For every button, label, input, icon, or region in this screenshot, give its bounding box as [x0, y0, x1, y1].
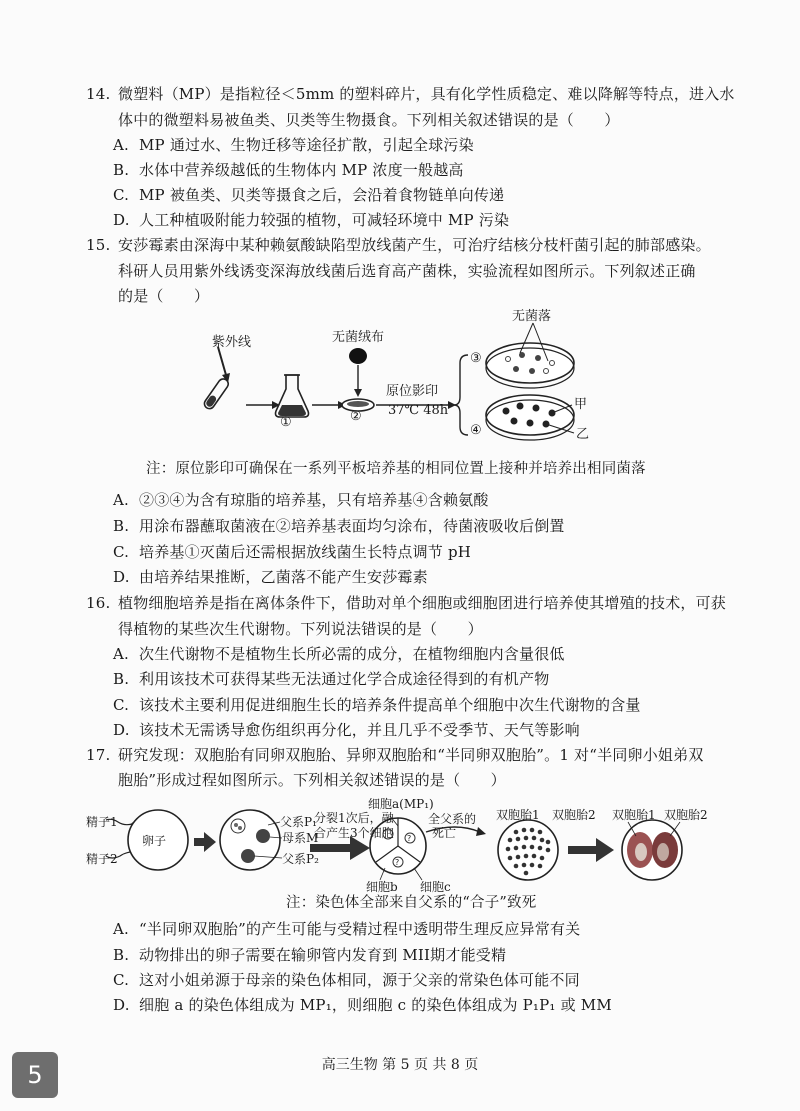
q17-note: 注：染色体全部来自父系的“合子”致死 — [286, 895, 537, 911]
velvet-label: 无菌绒布 — [332, 330, 385, 345]
q14-stem: 14. 微塑料（MP）是指粒径＜5mm 的塑料碎片，具有化学性质稳定、难以降解等特点，进入水 — [86, 85, 735, 103]
arrow-q17-1 — [194, 832, 216, 852]
svg-text:?: ? — [407, 834, 412, 843]
label-4: ④ — [470, 423, 482, 438]
father-p1-label: 父系P₁ — [280, 815, 317, 829]
q14-number: 14. — [86, 85, 111, 103]
q16-option-b: B. 利用该技术可获得某些无法通过化学合成途径得到的有机产物 — [113, 670, 550, 688]
condition-label: 37℃ 48h — [388, 403, 449, 418]
label-yi: 乙 — [576, 427, 590, 442]
egg-label: 卵子 — [142, 834, 167, 848]
cell-c-label: 细胞c — [420, 880, 451, 894]
father-p2-label: 父系P₂ — [282, 852, 319, 866]
q14-option-c: C. MP 被鱼类、贝类等摄食之后，会沿着食物链单向传递 — [113, 186, 505, 204]
q14-stem-cont: 体中的微塑料易被鱼类、贝类等生物摄食。下列相关叙述错误的是（ ） — [118, 111, 620, 129]
q17-number: 17. — [86, 746, 111, 764]
label-2: ② — [350, 409, 362, 424]
cell-b-label: 细胞b — [366, 880, 398, 894]
q17-option-d: D. 细胞 a 的染色体组成为 MP₁，则细胞 c 的染色体组成为 P₁P₁ 或 MM — [113, 996, 612, 1014]
q15-option-b: B. 用涂布器蘸取菌液在②培养基表面均匀涂布，待菌液吸收后倒置 — [113, 517, 565, 535]
plate-4 — [486, 395, 574, 440]
q16-stem: 16. 植物细胞培养是指在离体条件下，借助对单个细胞或细胞团进行培养使其增殖的技术，可获 — [86, 594, 727, 612]
q14-option-b: B. 水体中营养级越低的生物体内 MP 浓度一般越高 — [113, 161, 464, 179]
twin1b-label: 双胞胎1 — [612, 808, 656, 822]
process-label-2: 合产生3个细胞 — [314, 826, 394, 840]
label-3: ③ — [470, 351, 482, 366]
sperm1-label: 精子1 — [86, 815, 118, 829]
q15-stem: 15. 安莎霉素由深海中某种赖氨酸缺陷型放线菌产生，可治疗结核分枝杆菌引起的肺部感染。 — [86, 236, 711, 254]
bracket — [454, 355, 468, 435]
page-number-badge[interactable]: 5 — [12, 1052, 58, 1098]
no-colony-label: 无菌落 — [512, 309, 552, 324]
twin1-label: 双胞胎1 — [496, 808, 540, 822]
q15-number: 15. — [86, 236, 111, 254]
q17-option-a: A. “半同卵双胞胎”的产生可能与受精过程中透明带生理反应异常有关 — [113, 920, 581, 938]
q17-option-c: C. 这对小姐弟源于母亲的染色体相同，源于父亲的常染色体可能不同 — [113, 971, 580, 989]
q15-option-d: D. 由培养结果推断，乙菌落不能产生安莎霉素 — [113, 568, 428, 586]
q17-stem: 17. 研究发现：双胞胎有同卵双胞胎、异卵双胞胎和“半同卵双胞胎”。1 对“半同卵小姐弟双 — [86, 746, 704, 764]
flask-icon — [276, 375, 309, 417]
twin2-label: 双胞胎2 — [552, 808, 596, 822]
q14-option-a: A. MP 通过水、生物迁移等途径扩散，引起全球污染 — [113, 136, 474, 154]
sperm2-label: 精子2 — [86, 852, 118, 866]
velvet-pad — [349, 348, 367, 364]
label-1: ① — [280, 415, 292, 430]
q15-option-a: A. ②③④为含有琼脂的培养基，只有培养基④含赖氨酸 — [113, 491, 489, 509]
uv-label: 紫外线 — [212, 335, 252, 350]
cell-a-label: 细胞a(MP₁) — [368, 797, 434, 811]
arrow-q17-4 — [568, 838, 614, 862]
twin2b-label: 双胞胎2 — [664, 808, 708, 822]
q15-option-c: C. 培养基①灭菌后还需根据放线菌生长特点调节 pH — [113, 543, 472, 561]
q14-option-d: D. 人工种植吸附能力较强的植物，可减轻环境中 MP 污染 — [113, 211, 510, 229]
all-father-label: 全父系的 — [428, 812, 477, 826]
q16-number: 16. — [86, 594, 111, 612]
q16-stem-cont: 得植物的某些次生代谢物。下列说法错误的是（ ） — [118, 620, 483, 638]
replica-label: 原位影印 — [386, 384, 439, 399]
mother-m-label: 母系M — [282, 831, 319, 845]
q15-experiment-figure — [200, 305, 620, 450]
q15-stem-end: 的是（ ） — [118, 287, 210, 305]
page-footer: 高三生物 第 5 页 共 8 页 — [321, 1057, 479, 1073]
process-label-1: 分裂1次后，融 — [314, 811, 394, 825]
q16-option-c: C. 该技术主要利用促进细胞生长的培养条件提高单个细胞中次生代谢物的含量 — [113, 696, 641, 714]
q16-option-d: D. 该技术无需诱导愈伤组织再分化，并且几乎不受季节、天气等影响 — [113, 721, 580, 739]
svg-text:?: ? — [395, 858, 400, 867]
uv-arrow — [218, 347, 226, 375]
q16-option-a: A. 次生代谢物不是植物生长所必需的成分，在植物细胞内含量很低 — [113, 645, 565, 663]
q15-note: 注：原位影印可确保在一系列平板培养基的相同位置上接种并培养出相同菌落 — [146, 461, 646, 477]
q17-stem-cont: 胞胎”形成过程如图所示。下列相关叙述错误的是（ ） — [118, 771, 506, 789]
q17-option-b: B. 动物排出的卵子需要在输卵管内发育到 MII期才能受精 — [113, 946, 507, 964]
q15-stem-cont: 科研人员用紫外线诱变深海放线菌后选育高产菌株，实验流程如图所示。下列叙述正确 — [118, 262, 696, 280]
label-jia: 甲 — [574, 397, 588, 412]
plate-3 — [486, 343, 574, 388]
death-label: 死亡 — [432, 826, 457, 840]
test-tube-icon — [202, 377, 230, 411]
